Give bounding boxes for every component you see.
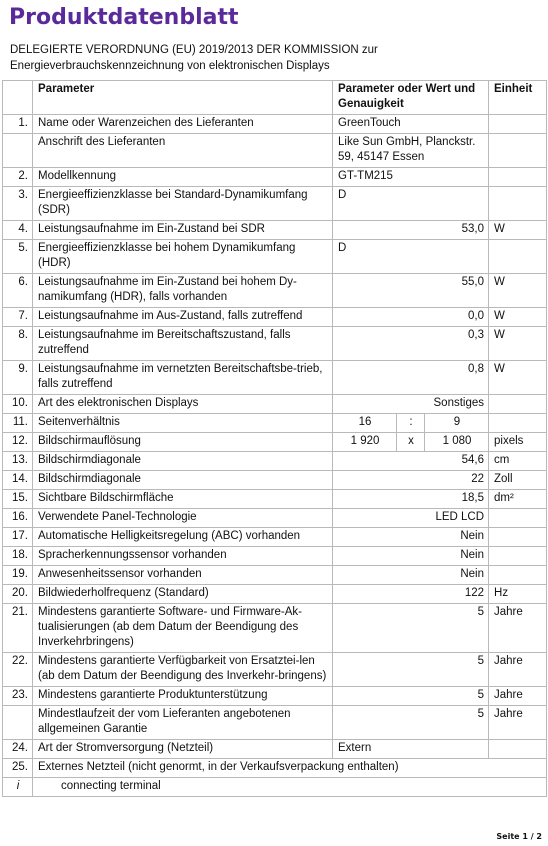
row-param: Leistungsaufnahme im Ein-Zustand bei SDR <box>33 221 333 240</box>
row-param: Energieeffizienzklasse bei hohem Dynamikumfang (HDR) <box>33 240 333 274</box>
row-param: Energieeffizienzklasse bei Standard-Dynamikumfang (SDR) <box>33 187 333 221</box>
row-value: 54,6 <box>333 452 489 471</box>
regulation-text: DELEGIERTE VERORDNUNG (EU) 2019/2013 DER KOMMISSION zur Energieverbrauchskennzeichnung von elektronischen Displays <box>10 44 378 72</box>
row-value: 22 <box>333 471 489 490</box>
row-value: 0,0 <box>333 308 489 327</box>
row-unit: Jahre <box>489 706 547 740</box>
table-row <box>3 509 547 528</box>
table-row <box>3 471 547 490</box>
table-row <box>3 327 547 361</box>
row-number: 4. <box>3 221 33 240</box>
row-param: Mindestens garantierte Software- und Firmware-Ak-tualisierungen (ab dem Datum der Beendigung des Inverkehrbringens) <box>33 604 333 653</box>
row-unit <box>489 115 547 134</box>
row-value: 0,8 <box>333 361 489 395</box>
row-number: 15. <box>3 490 33 509</box>
row-value: 5 <box>333 706 489 740</box>
ratio-height: 9 <box>425 414 489 433</box>
row-unit: Jahre <box>489 653 547 687</box>
row-param: Leistungsaufnahme im vernetzten Bereitschaftsbe-trieb, falls zutreffend <box>33 361 333 395</box>
row-number: 3. <box>3 187 33 221</box>
row-param: Externes Netzteil (nicht genormt, in der Verkaufsverpackung enthalten) <box>33 759 547 778</box>
row-unit <box>489 547 547 566</box>
row-param: Art des elektronischen Displays <box>33 395 333 414</box>
table-row <box>3 168 547 187</box>
table-row <box>3 274 547 308</box>
row-unit <box>489 134 547 168</box>
row-value: Nein <box>333 528 489 547</box>
row-number: 1. <box>3 115 33 134</box>
row-unit: W <box>489 308 547 327</box>
row-param: Bildschirmdiagonale <box>33 471 333 490</box>
row-value: Sonstiges <box>333 395 489 414</box>
row-param: Bildschirmauflösung <box>33 433 333 452</box>
row-unit <box>489 414 547 433</box>
header-number-cell <box>3 81 33 115</box>
row-number: 22. <box>3 653 33 687</box>
table-row <box>3 653 547 687</box>
table-row <box>3 566 547 585</box>
row-value: Like Sun GmbH, Planckstr. 59, 45147 Essen <box>333 134 489 168</box>
row-value: Nein <box>333 566 489 585</box>
row-value: GT-TM215 <box>333 168 489 187</box>
table-row <box>3 706 547 740</box>
page-title: Produktdatenblatt <box>9 5 239 30</box>
row-number: 16. <box>3 509 33 528</box>
row-unit <box>489 528 547 547</box>
sub-index: i <box>3 778 33 797</box>
row-unit: W <box>489 274 547 308</box>
row-unit: Zoll <box>489 471 547 490</box>
row-unit <box>489 395 547 414</box>
row-param: Art der Stromversorgung (Netzteil) <box>33 740 333 759</box>
row-param: Mindestens garantierte Verfügbarkeit von Ersatztei-len (ab dem Datum der Beendigung des Inverkehr-bringens) <box>33 653 333 687</box>
table-row <box>3 221 547 240</box>
table-row <box>3 414 547 433</box>
row-unit: cm <box>489 452 547 471</box>
table-row <box>3 547 547 566</box>
row-number <box>3 706 33 740</box>
table-row <box>3 361 547 395</box>
table-row <box>3 433 547 452</box>
resolution-width: 1 920 <box>333 433 397 452</box>
row-value: Extern <box>333 740 489 759</box>
row-number: 17. <box>3 528 33 547</box>
row-value: 18,5 <box>333 490 489 509</box>
row-number <box>3 134 33 168</box>
row-number: 6. <box>3 274 33 308</box>
resolution-height: 1 080 <box>425 433 489 452</box>
table-row-sub <box>3 778 547 797</box>
row-value: D <box>333 187 489 221</box>
row-unit: Jahre <box>489 687 547 706</box>
row-value: D <box>333 240 489 274</box>
row-number: 21. <box>3 604 33 653</box>
row-unit: dm² <box>489 490 547 509</box>
row-param: Anschrift des Lieferanten <box>33 134 333 168</box>
resolution-separator: x <box>397 433 425 452</box>
row-unit <box>489 168 547 187</box>
row-param: Name oder Warenzeichen des Lieferanten <box>33 115 333 134</box>
row-value: Nein <box>333 547 489 566</box>
row-param: Leistungsaufnahme im Ein-Zustand bei hohem Dy-namikumfang (HDR), falls vorhanden <box>33 274 333 308</box>
table-row <box>3 528 547 547</box>
row-number: 14. <box>3 471 33 490</box>
row-param: Seitenverhältnis <box>33 414 333 433</box>
table-row <box>3 134 547 168</box>
row-param: Bildschirmdiagonale <box>33 452 333 471</box>
row-unit: Hz <box>489 585 547 604</box>
row-value: 122 <box>333 585 489 604</box>
table-row <box>3 187 547 221</box>
table-row <box>3 490 547 509</box>
row-unit: W <box>489 221 547 240</box>
row-param: connecting terminal <box>33 778 547 797</box>
row-param: Modellkennung <box>33 168 333 187</box>
row-number: 12. <box>3 433 33 452</box>
ratio-separator: : <box>397 414 425 433</box>
row-value: 53,0 <box>333 221 489 240</box>
header-row <box>3 81 547 115</box>
row-param: Spracherkennungssensor vorhanden <box>33 547 333 566</box>
spec-table <box>2 80 547 797</box>
row-param: Sichtbare Bildschirmfläche <box>33 490 333 509</box>
row-number: 13. <box>3 452 33 471</box>
row-unit: W <box>489 361 547 395</box>
table-row <box>3 308 547 327</box>
row-number: 10. <box>3 395 33 414</box>
ratio-width: 16 <box>333 414 397 433</box>
row-value: 5 <box>333 604 489 653</box>
table-row <box>3 740 547 759</box>
row-number: 9. <box>3 361 33 395</box>
row-number: 23. <box>3 687 33 706</box>
table-row <box>3 395 547 414</box>
row-param: Mindestlaufzeit der vom Lieferanten angebotenen allgemeinen Garantie <box>33 706 333 740</box>
header-param: Parameter <box>33 81 333 115</box>
row-number: 11. <box>3 414 33 433</box>
table-row <box>3 240 547 274</box>
row-number: 7. <box>3 308 33 327</box>
row-number: 18. <box>3 547 33 566</box>
row-unit: pixels <box>489 433 547 452</box>
header-unit: Einheit <box>489 81 547 115</box>
row-value: LED LCD <box>333 509 489 528</box>
row-number: 24. <box>3 740 33 759</box>
row-value: 5 <box>333 687 489 706</box>
row-unit: W <box>489 327 547 361</box>
row-number: 20. <box>3 585 33 604</box>
table-row <box>3 759 547 778</box>
page-footer: Seite 1 / 2 <box>496 832 542 841</box>
row-number: 19. <box>3 566 33 585</box>
row-number: 25. <box>3 759 33 778</box>
row-unit: Jahre <box>489 604 547 653</box>
row-number: 8. <box>3 327 33 361</box>
row-param: Bildwiederholfrequenz (Standard) <box>33 585 333 604</box>
header-value: Parameter oder Wert und Genauigkeit <box>333 81 489 115</box>
table-row <box>3 604 547 653</box>
row-param: Mindestens garantierte Produktunterstützung <box>33 687 333 706</box>
row-value: 5 <box>333 653 489 687</box>
row-unit <box>489 566 547 585</box>
row-param: Anwesenheitssensor vorhanden <box>33 566 333 585</box>
row-param: Leistungsaufnahme im Bereitschaftszustand, falls zutreffend <box>33 327 333 361</box>
row-unit <box>489 240 547 274</box>
row-number: 5. <box>3 240 33 274</box>
row-param: Automatische Helligkeitsregelung (ABC) vorhanden <box>33 528 333 547</box>
table-row <box>3 585 547 604</box>
table-row <box>3 452 547 471</box>
table-row <box>3 687 547 706</box>
row-unit <box>489 740 547 759</box>
row-value: GreenTouch <box>333 115 489 134</box>
row-unit <box>489 509 547 528</box>
row-unit <box>489 187 547 221</box>
row-param: Leistungsaufnahme im Aus-Zustand, falls zutreffend <box>33 308 333 327</box>
row-number: 2. <box>3 168 33 187</box>
row-param: Verwendete Panel-Technologie <box>33 509 333 528</box>
table-row <box>3 115 547 134</box>
row-value: 55,0 <box>333 274 489 308</box>
row-value: 0,3 <box>333 327 489 361</box>
